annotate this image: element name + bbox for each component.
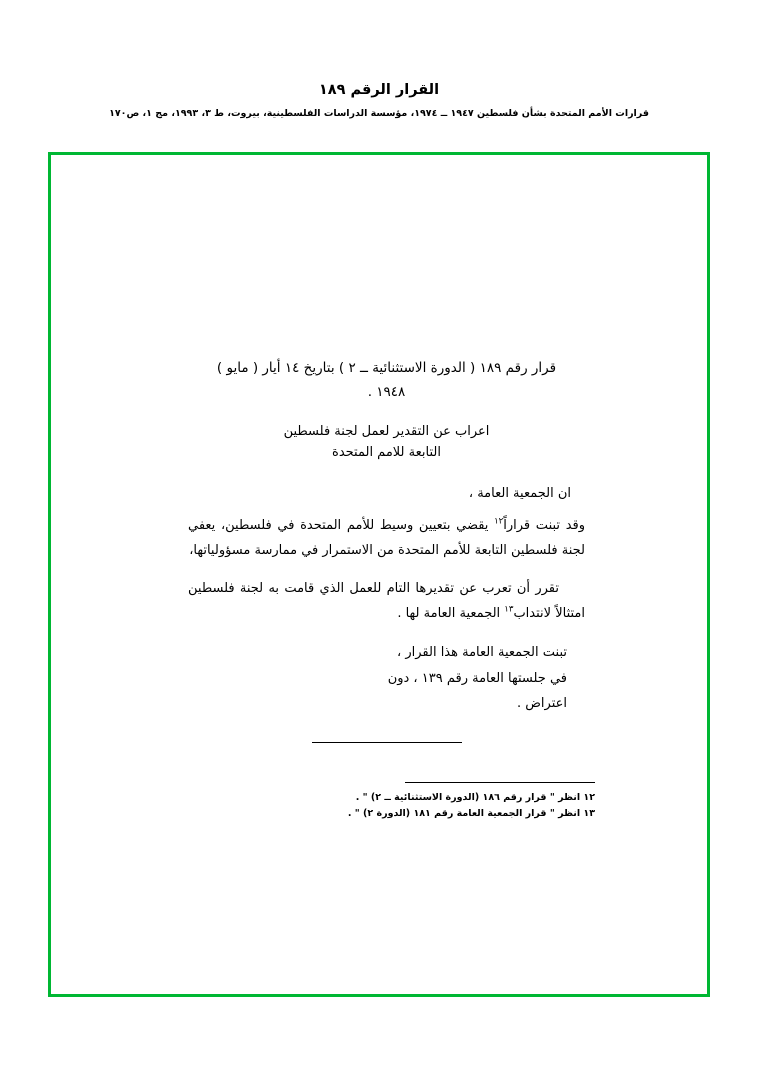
document-header bbox=[0, 82, 758, 121]
footnote-item: ١٢ انظر " قرار رقم ١٨٦ (الدورة الاستثنائية ــ ٢) " . bbox=[355, 791, 595, 803]
paragraph-considering bbox=[188, 513, 585, 564]
resolution-subject-line-1: اعراب عن التقدير لعمل لجنة فلسطين bbox=[283, 424, 490, 440]
footnote-marker-12: ١٢ bbox=[494, 516, 504, 527]
paragraph-considering-rest: يقضي بتعيين وسيط للأمم المتحدة في فلسطين، يعفي لجنة فلسطين التابعة للأمم المتحدة من الاستمرار في ممارسة مسؤولياتها، bbox=[188, 517, 585, 559]
section-divider-rule bbox=[312, 742, 462, 743]
resolution-heading-line-1: قرار رقم ١٨٩ ( الدورة الاستثنائية ــ ٢ ) بتاريخ ١٤ أيار ( مايو ) bbox=[216, 360, 557, 376]
resolution-heading bbox=[188, 357, 585, 404]
footnote-item: ١٣ انظر " قرار الجمعية العامة رقم ١٨١ (الدورة ٢) " . bbox=[347, 807, 595, 819]
paragraph-decides bbox=[188, 576, 585, 627]
resolution-body bbox=[188, 357, 585, 743]
adoption-note-line-3: اعتراض . bbox=[516, 695, 567, 711]
paragraph-decides-rest: الجمعية العامة لها . bbox=[397, 605, 501, 621]
scanned-page-surface bbox=[63, 167, 695, 982]
resolution-subject-line-2: التابعة للامم المتحدة bbox=[332, 445, 441, 461]
footnote-marker-13: ١٣ bbox=[504, 604, 514, 615]
scanned-page-frame bbox=[48, 152, 710, 997]
adoption-note-line-2: في جلستها العامة رقم ١٣٩ ، دون bbox=[387, 670, 567, 686]
adoption-note-line-1: تبنت الجمعية العامة هذا القرار ، bbox=[397, 645, 567, 661]
resolution-heading-line-2: ١٩٤٨ . bbox=[367, 383, 406, 400]
adoption-note bbox=[188, 640, 585, 716]
assembly-preamble: ان الجمعية العامة ، bbox=[468, 485, 571, 501]
paragraph-decides-lead: تقرر أن تعرب عن تقديرها التام للعمل الذي قامت به لجنة فلسطين امتثالاً لانتداب bbox=[188, 580, 585, 621]
source-citation: قرارات الأمم المتحدة بشأن فلسطين ١٩٤٧ ــ ١٩٧٤، مؤسسة الدراسات الفلسطينية، بيروت، ط ٣، ١٩٩٣، مج ١، ص١٧٠ bbox=[109, 108, 649, 120]
paragraph-considering-lead: وقد تبنت قراراً bbox=[503, 517, 586, 533]
page-title: القرار الرقم ١٨٩ bbox=[318, 82, 440, 98]
resolution-subject bbox=[188, 422, 585, 464]
footnote-divider-rule bbox=[405, 782, 595, 783]
footnote-section bbox=[165, 782, 595, 822]
